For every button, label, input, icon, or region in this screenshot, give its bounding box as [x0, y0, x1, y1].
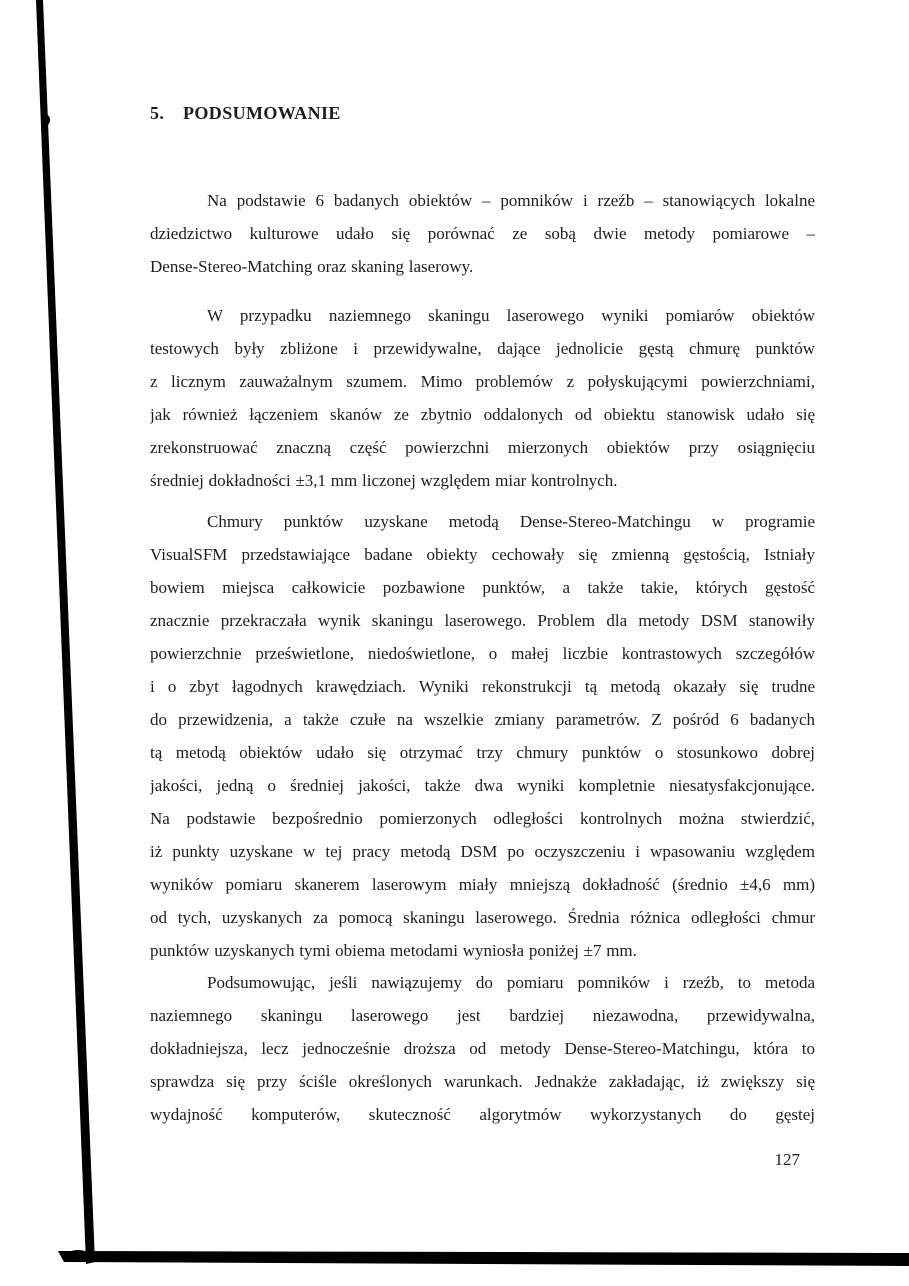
- scan-speck-icon: [68, 756, 73, 764]
- text-line: Na podstawie 6 badanych obiektów – pomników i rzeźb – stanowiących lokalne: [207, 191, 815, 210]
- section-title: PODSUMOWANIE: [183, 103, 341, 123]
- text-line: wyników pomiaru skanerem laserowym miały mniejszą dokładność (średnio ±4,6 mm): [150, 875, 815, 894]
- paragraph: [150, 505, 815, 967]
- text-line: W przypadku naziemnego skaningu laserowego wyniki pomiarów obiektów: [207, 306, 815, 325]
- text-line: zrekonstruować znaczną część powierzchni mierzonych obiektów przy osiągnięciu: [150, 438, 815, 457]
- page-number: 127: [774, 1150, 800, 1169]
- text-line: dziedzictwo kulturowe udało się porównać ze sobą dwie metody pomiarowe –: [150, 224, 815, 243]
- text-line: tą metodą obiektów udało się otrzymać trzy chmury punktów o stosunkowo dobrej: [150, 743, 815, 762]
- text-line: iż punkty uzyskane w tej pracy metodą DSM po oczyszczeniu i wpasowaniu względem: [150, 842, 815, 861]
- text-line: jakości, jedną o średniej jakości, także dwa wyniki kompletnie niesatysfakcjonujące.: [150, 776, 815, 795]
- scan-edge-left-icon: [36, 0, 95, 1264]
- text-line: Na podstawie bezpośrednio pomierzonych odległości kontrolnych można stwierdzić,: [150, 809, 815, 828]
- text-line: Chmury punktów uzyskane metodą Dense-Stereo-Matchingu w programie: [207, 512, 815, 531]
- scan-speck-icon: [296, 1255, 304, 1260]
- paragraph: [150, 299, 815, 497]
- text-line: sprawdza się przy ściśle określonych warunkach. Jednakże zakładając, iż zwiększy się: [150, 1072, 815, 1091]
- section-number: 5.: [150, 103, 165, 123]
- text-line: jak również łączeniem skanów ze zbytnio oddalonych od obiektu stanowisk udało się: [150, 405, 815, 424]
- text-line: wydajność komputerów, skuteczność algorytmów wykorzystanych do gęstej: [150, 1105, 815, 1124]
- text-line: Podsumowując, jeśli nawiązujemy do pomiaru pomników i rzeźb, to metoda: [207, 973, 815, 992]
- text-line: z licznym zauważalnym szumem. Mimo problemów z połyskującymi powierzchniami,: [150, 372, 815, 391]
- text-line: znacznie przekraczała wynik skaningu laserowego. Problem dla metody DSM stanowiły: [150, 611, 815, 630]
- text-line: naziemnego skaningu laserowego jest bardziej niezawodna, przewidywalna,: [150, 1006, 815, 1025]
- text-line: bowiem miejsca całkowicie pozbawione punktów, a także takie, których gęstość: [150, 578, 815, 597]
- text-line: dokładniejsza, lecz jednocześnie droższa od metody Dense-Stereo-Matchingu, która to: [150, 1039, 815, 1058]
- text-line: punktów uzyskanych tymi obiema metodami wyniosła poniżej ±7 mm.: [150, 941, 637, 960]
- text-line: Dense-Stereo-Matching oraz skaning laserowy.: [150, 257, 474, 276]
- text-line: średniej dokładności ±3,1 mm liczonej względem miar kontrolnych.: [150, 471, 618, 490]
- text-line: i o zbyt łagodnych krawędziach. Wyniki rekonstrukcji tą metodą okazały się trudne: [150, 677, 815, 696]
- text-line: VisualSFM przedstawiające badane obiekty cechowały się zmienną gęstością, Istniały: [150, 545, 815, 564]
- text-line: testowych były zbliżone i przewidywalne, dające jednolicie gęstą chmurę punktów: [150, 339, 815, 358]
- scan-speck-icon: [44, 115, 50, 125]
- text-line: od tych, uzyskanych za pomocą skaningu laserowego. Średnia różnica odległości chmur: [150, 908, 815, 927]
- text-line: powierzchnie prześwietlone, niedoświetlone, o małej liczbie kontrastowych szczegółów: [150, 644, 815, 663]
- scan-edge-bottom-icon: [58, 1251, 909, 1266]
- section-heading: [150, 103, 341, 124]
- scan-speck-icon: [66, 1250, 90, 1262]
- paragraph: [150, 184, 815, 283]
- text-line: do przewidzenia, a także czułe na wszelkie zmiany parametrów. Z pośród 6 badanych: [150, 710, 815, 729]
- paragraph: [150, 966, 815, 1131]
